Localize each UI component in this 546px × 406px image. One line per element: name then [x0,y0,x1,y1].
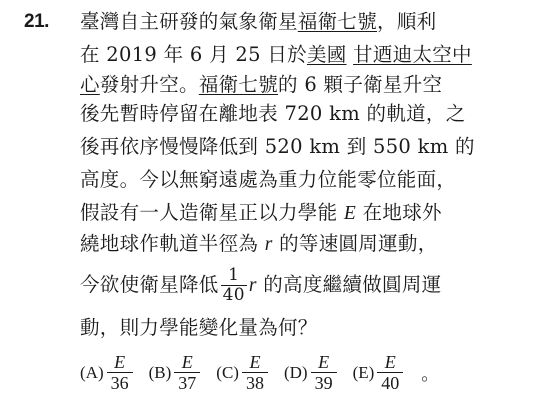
option-numerator: E [318,352,330,372]
stem-line-last: 動，則力學能變化量為何？ [80,316,318,339]
stem-text: ，順利 [377,10,437,33]
option-label: (B) [148,362,172,382]
stem-text: 的 6 顆子衛星升空 [278,73,443,96]
option-label: (C) [216,362,239,382]
stem-line [80,230,438,259]
option-denominator: 40 [377,372,403,393]
option-fraction [377,352,403,393]
option-d [284,352,337,393]
option-a [80,352,133,393]
stem-line [80,166,456,194]
option-numerator: E [114,352,126,372]
variable-r: r [248,275,257,296]
underlined-proper-noun: 心 [80,73,100,96]
stem-line [80,71,442,99]
underlined-proper-noun: 甘迺迪太空中 [353,43,472,66]
stem-line [80,8,436,36]
stem-text: 在地球外 [356,201,442,224]
end-mark: 。 [421,363,440,385]
option-b [149,352,201,393]
math-variable: E [343,203,357,224]
fraction-line-after: 的高度繼續做圓周運 [256,273,442,296]
option-e [353,352,404,393]
stem-text: 在 2019 年 6 月 25 日於 [80,43,307,66]
math-variable: r [264,234,273,255]
fraction-numerator: 1 [228,265,240,285]
stem-line [80,199,442,228]
stem-line [80,41,472,69]
option-denominator: 37 [174,372,200,393]
question-number: 21. [24,11,49,32]
option-denominator: 38 [242,372,268,393]
option-fraction [242,352,268,393]
option-label: (E) [352,362,375,382]
stem-text: 臺灣自主研發的氣象衛星 [80,10,298,33]
fraction-denominator: 40 [222,285,245,305]
stem-text: 後先暫時停留在離地表 720 km 的軌道，之 [80,102,466,125]
fraction-line-before: 今欲使衛星降低 [80,273,219,296]
answer-options [80,352,439,393]
option-numerator: E [181,352,193,372]
stem-line [80,133,475,161]
option-numerator: E [384,352,396,372]
option-fraction [107,352,133,393]
option-c [216,352,268,393]
stem-text: 後再依序慢慢降低到 520 km 到 550 km 的 [80,135,475,158]
option-fraction [174,352,200,393]
underlined-proper-noun: 福衛七號 [198,73,279,96]
option-numerator: E [249,352,261,372]
option-denominator: 36 [107,372,133,393]
stem-line [80,100,466,128]
option-label: (A) [80,362,104,382]
stem-line-fraction [80,266,441,305]
stem-text: 繞地球作軌道半徑為 [80,232,265,255]
underlined-proper-noun: 美國 [306,43,347,66]
stem-text: 的等速圓周運動， [272,232,438,255]
fraction-one-fortieth [221,266,247,305]
underlined-proper-noun: 福衛七號 [297,10,378,33]
stem-text: 高度。今以無窮遠處為重力位能零位能面， [80,168,457,191]
option-denominator: 39 [311,372,337,393]
option-label: (D) [283,362,308,382]
stem-text: 假設有一人造衛星正以力學能 [80,201,344,224]
option-fraction [311,352,337,393]
stem-text: 發射升空。 [99,73,199,96]
